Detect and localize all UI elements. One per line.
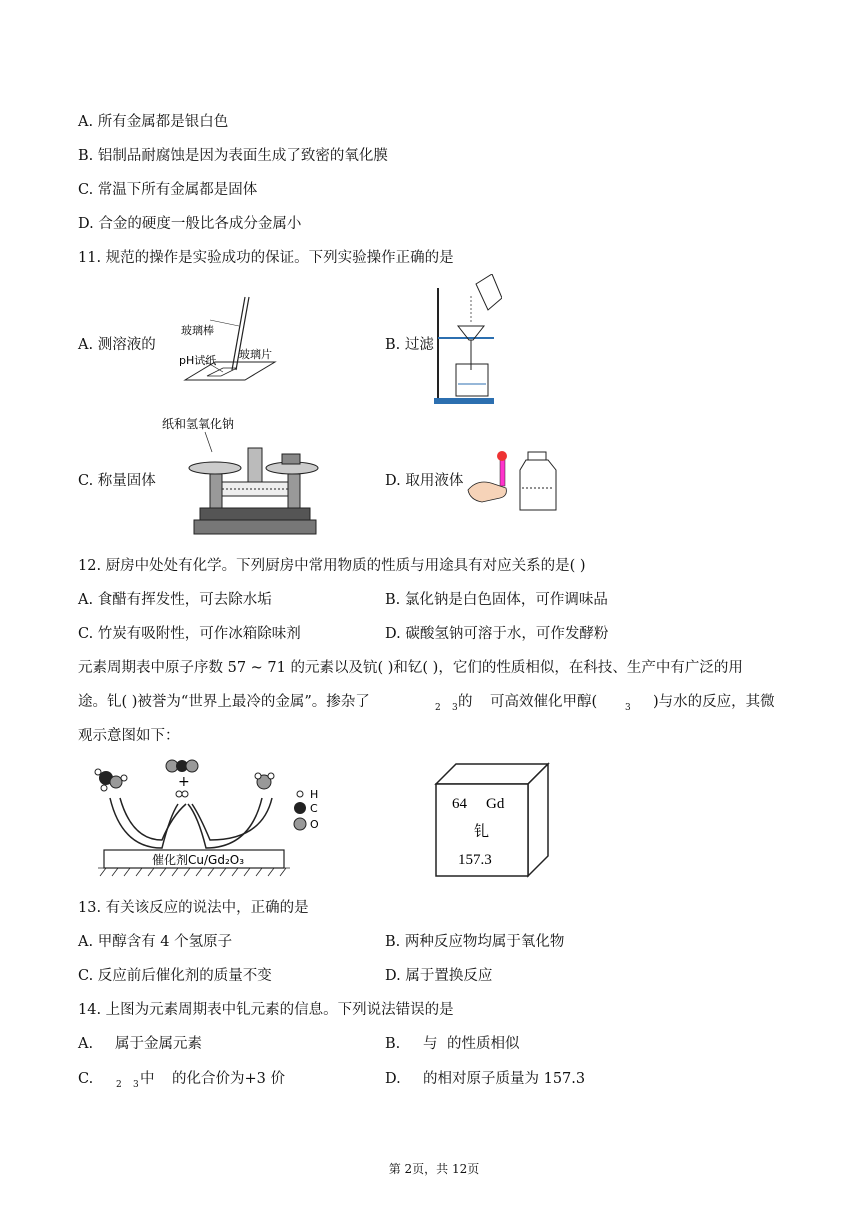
- q10-option-d: D. 合金的硬度一般比各成分金属小: [78, 216, 302, 232]
- q11-option-d: D. 取用液体: [385, 473, 464, 489]
- passage-line-2b: 的: [458, 694, 473, 710]
- q10-option-b: B. 铝制品耐腐蚀是因为表面生成了致密的氧化膜: [78, 148, 388, 164]
- q14-option-d-label: D.: [385, 1071, 401, 1087]
- q12-option-b: B. 氯化钠是白色固体，可作调味品: [385, 592, 608, 608]
- q12-option-d: D. 碳酸氢钠可溶于水，可作发酵粉: [385, 626, 609, 642]
- q12-stem: 12. 厨房中处处有化学。下列厨房中常用物质的性质与用途具有对应关系的是( ): [78, 558, 586, 574]
- q11-option-c: C. 称量固体: [78, 473, 156, 489]
- q14-option-a-text: 属于金属元素: [115, 1036, 202, 1052]
- label-glass-rod: 玻璃棒: [181, 324, 214, 337]
- passage-line-2a: 途。钆( )被誉为“世界上最冷的金属”。掺杂了: [78, 694, 370, 710]
- balance-figure: [160, 412, 330, 540]
- plus-sign: +: [178, 774, 190, 790]
- q14-option-c-text2: 的化合价为+3 价: [172, 1071, 285, 1087]
- q14-option-d-text: 的相对原子质量为 157.3: [423, 1071, 586, 1087]
- reaction-diagram: [82, 756, 342, 886]
- q14-stem: 14. 上图为元素周期表中钆元素的信息。下列说法错误的是: [78, 1002, 454, 1018]
- q10-option-a: A. 所有金属都是银白色: [78, 114, 229, 130]
- q14-option-b-text1: 与: [423, 1036, 438, 1052]
- q11-stem: 11. 规范的操作是实验成功的保证。下列实验操作正确的是: [78, 250, 454, 266]
- q13-stem: 13. 有关该反应的说法中，正确的是: [78, 900, 309, 916]
- page-footer: 第 2页，共 12页: [388, 1162, 480, 1176]
- q14-c-sub-2: 3: [133, 1080, 139, 1090]
- q14-option-a-label: A.: [78, 1036, 94, 1052]
- ph-test-figure: [175, 292, 285, 387]
- element-name: 钆: [474, 822, 490, 840]
- passage-line-1: 元素周期表中原子序数 57 ~ 71 的元素以及钪( )和钇( )，它们的性质相似，在科技、生产中有广泛的用: [78, 660, 743, 676]
- label-paper-naoh: 纸和氢氧化钠: [162, 417, 235, 431]
- q11-option-a: A. 测溶液的: [78, 337, 156, 353]
- filtration-figure: [432, 274, 502, 409]
- q14-option-c-label: C.: [78, 1071, 94, 1087]
- dropper-figure: [464, 448, 564, 514]
- q13-option-b: B. 两种反应物均属于氧化物: [385, 934, 565, 950]
- q13-option-c: C. 反应前后催化剂的质量不变: [78, 968, 272, 984]
- passage-line-3: 观示意图如下：: [78, 728, 180, 744]
- atomic-number: 64: [452, 796, 467, 812]
- q13-option-a: A. 甲醇含有 4 个氢原子: [78, 934, 233, 950]
- legend-o: O: [310, 818, 319, 831]
- passage-line-2c: 可高效催化甲醇(: [490, 694, 598, 710]
- passage-sub-2: 3: [452, 703, 458, 713]
- q14-c-sub-1: 2: [116, 1080, 122, 1090]
- atomic-mass: 157.3: [458, 852, 492, 868]
- legend-c: C: [310, 802, 318, 815]
- label-ph-paper: pH试纸: [179, 354, 217, 367]
- q12-option-a: A. 食醋有挥发性，可去除水垢: [78, 592, 272, 608]
- gadolinium-cell: [432, 760, 552, 878]
- q14-option-b-label: B.: [385, 1036, 401, 1052]
- q12-option-c: C. 竹炭有吸附性，可作冰箱除味剂: [78, 626, 301, 642]
- passage-sub-3: 3: [625, 703, 631, 713]
- passage-line-2d: )与水的反应，其微: [653, 694, 775, 710]
- q11-option-b: B. 过滤: [385, 337, 434, 353]
- label-glass-plate: 玻璃片: [239, 348, 272, 361]
- catalyst-label: 催化剂Cu/Gd₂O₃: [152, 853, 245, 867]
- q14-option-b-text2: 的性质相似: [447, 1036, 520, 1052]
- q14-option-c-text1: 中: [140, 1071, 155, 1087]
- q13-option-d: D. 属于置换反应: [385, 968, 493, 984]
- q10-option-c: C. 常温下所有金属都是固体: [78, 182, 258, 198]
- legend-h: H: [310, 788, 319, 801]
- element-symbol: Gd: [486, 796, 505, 812]
- passage-sub-1: 2: [435, 703, 441, 713]
